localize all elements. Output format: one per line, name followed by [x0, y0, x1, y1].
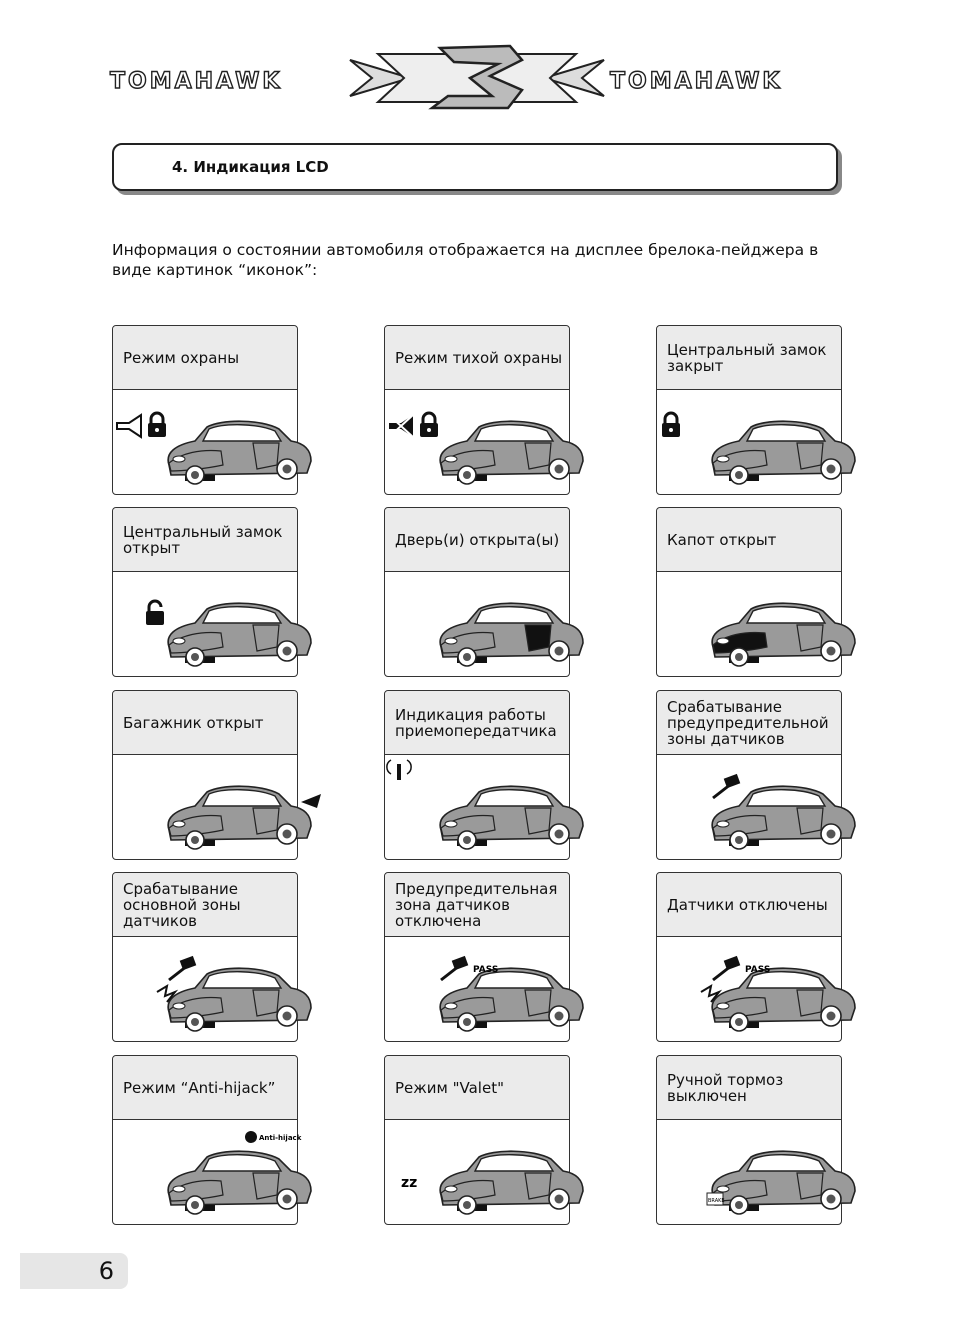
card-label: Предупредительная зона датчиков отключена	[395, 879, 558, 930]
car-icon	[712, 786, 855, 849]
lcd-icon-card	[656, 507, 842, 677]
card-illustration	[113, 573, 297, 676]
card-label: Режим охраны	[123, 348, 240, 367]
section-title: 4. Индикация LCD	[172, 158, 329, 176]
lcd-icon-card	[112, 690, 298, 860]
lcd-icon-card	[384, 507, 570, 677]
card-illustration	[113, 938, 297, 1041]
anti-hijack-icon	[245, 1131, 257, 1143]
card-illustration	[385, 573, 569, 676]
car-icon	[168, 1151, 311, 1214]
card-badge: PASS	[473, 965, 499, 975]
page-number-bar	[20, 1253, 128, 1289]
card-header	[657, 326, 841, 390]
card-header	[113, 326, 297, 390]
lock-closed-icon	[662, 413, 680, 437]
card-label: Ручной тормоз выключен	[667, 1070, 784, 1105]
car-icon	[440, 603, 583, 666]
card-header	[385, 873, 569, 937]
card-header	[113, 691, 297, 755]
car-icon	[168, 603, 311, 666]
lcd-icon-card	[656, 872, 842, 1042]
car-icon	[712, 968, 855, 1031]
card-illustration	[385, 756, 569, 859]
card-illustration	[657, 391, 841, 494]
lcd-icon-card	[656, 1055, 842, 1225]
hammer-icon	[713, 774, 740, 798]
card-illustration	[657, 1121, 841, 1224]
card-badge: zz	[401, 1175, 418, 1191]
car-icon	[440, 786, 583, 849]
card-illustration	[657, 573, 841, 676]
card-illustration	[385, 391, 569, 494]
car-icon	[707, 1151, 855, 1214]
card-illustration	[385, 938, 569, 1041]
card-header	[385, 691, 569, 755]
car-icon	[168, 786, 321, 849]
card-header	[113, 1056, 297, 1120]
card-header	[385, 326, 569, 390]
lcd-icon-card	[656, 325, 842, 495]
card-badge: Anti-hijack	[259, 1134, 302, 1142]
lcd-icon-card	[384, 1055, 570, 1225]
card-label: Капот открыт	[667, 530, 777, 549]
card-label: Дверь(и) открыта(ы)	[395, 530, 560, 549]
car-icon	[440, 968, 583, 1031]
card-label: Режим “Anti-hijack”	[123, 1078, 276, 1097]
card-header	[657, 691, 841, 755]
car-icon	[712, 421, 855, 484]
car-icon	[440, 1151, 583, 1214]
lock-open-icon	[146, 601, 164, 625]
car-icon	[440, 421, 583, 484]
horn-muted-icon	[389, 415, 413, 437]
card-illustration	[657, 756, 841, 859]
lcd-icon-card	[656, 690, 842, 860]
card-header	[657, 873, 841, 937]
card-illustration	[113, 756, 297, 859]
hammer-icon	[169, 956, 196, 980]
lock-closed-icon	[420, 413, 438, 437]
card-label: Режим тихой охраны	[395, 348, 563, 367]
svg-text:BRAKE: BRAKE	[708, 1198, 725, 1204]
lcd-icon-card	[384, 325, 570, 495]
card-label: Индикация работы приемопередатчика	[395, 705, 557, 740]
lcd-icon-card	[112, 507, 298, 677]
lcd-icon-card	[384, 690, 570, 860]
lock-closed-icon	[148, 413, 166, 437]
antenna-icon	[387, 760, 411, 780]
car-icon	[168, 421, 311, 484]
card-label: Датчики отключены	[667, 895, 828, 914]
card-header	[657, 1056, 841, 1120]
card-label: Режим "Valet"	[395, 1078, 504, 1097]
card-illustration	[113, 1121, 302, 1224]
brand-left: TOMAHAWK	[110, 69, 283, 94]
card-header	[385, 1056, 569, 1120]
page-number: 6	[98, 1257, 114, 1285]
card-header	[385, 508, 569, 572]
card-illustration	[657, 938, 841, 1041]
horn-icon	[117, 415, 141, 437]
lcd-icon-card	[384, 872, 570, 1042]
hammer-icon	[441, 956, 468, 980]
hammer-icon	[713, 956, 740, 980]
car-icon	[168, 968, 311, 1031]
card-header	[657, 508, 841, 572]
card-label: Багажник открыт	[123, 713, 264, 732]
card-label: Срабатывание предупредительной зоны датчиков	[667, 697, 829, 748]
brand-right: TOMAHAWK	[610, 69, 783, 94]
card-header	[113, 873, 297, 937]
card-header	[113, 508, 297, 572]
car-icon	[712, 603, 855, 666]
card-label: Центральный замок открыт	[123, 522, 283, 557]
lcd-icon-card	[112, 325, 298, 495]
lcd-icon-card	[112, 872, 298, 1042]
tomahawk-logo	[110, 42, 844, 114]
intro-text: Информация о состоянии автомобиля отображается на дисплее брелока-пейджера в виде картинок “иконок”:	[112, 241, 819, 279]
card-label: Срабатывание основной зоны датчиков	[123, 879, 241, 930]
card-illustration	[113, 391, 297, 494]
card-label: Центральный замок закрыт	[667, 340, 827, 375]
lcd-icon-card	[112, 1055, 302, 1225]
card-illustration	[385, 1121, 569, 1224]
section-header	[112, 143, 838, 191]
card-badge: PASS	[745, 965, 771, 975]
